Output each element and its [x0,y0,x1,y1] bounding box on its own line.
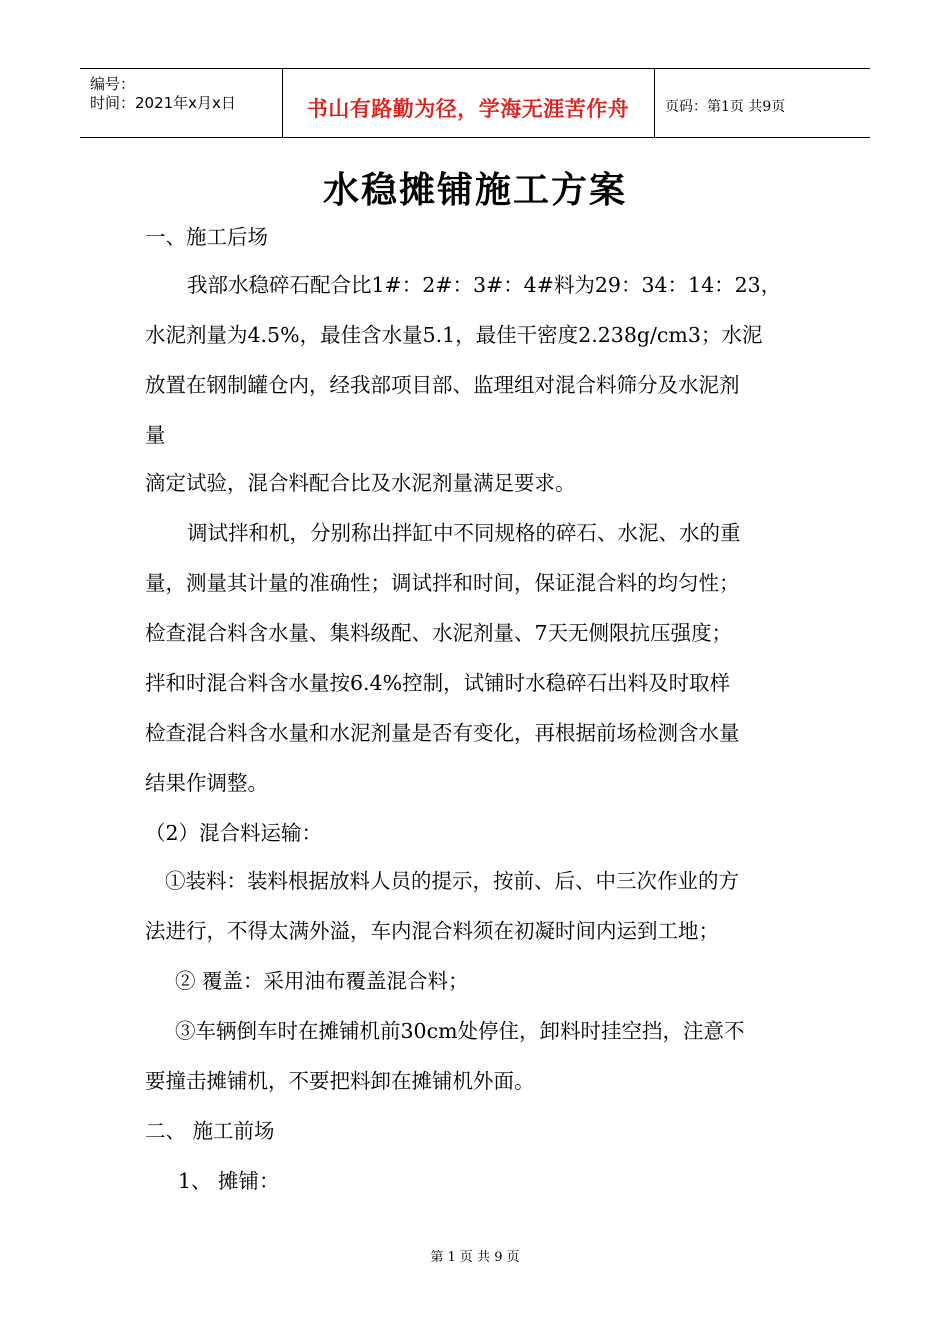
motto: 书山有路勤为径，学海无涯苦作舟 [306,97,630,121]
paragraph-line: 法进行，不得太满外溢，车内混合料须在初凝时间内运到工地； [145,919,719,943]
paragraph-line: 量，测量其计量的准确性；调试拌和时间，保证混合料的均匀性； [145,571,740,595]
paragraph-line: 拌和时混合料含水量按6.4%控制，试铺时水稳碎石出料及时取样 [145,671,731,695]
page-footer: 第 1 页 共 9 页 [430,1250,520,1265]
page-info: 页码：第1页 共9页 [665,99,786,115]
paragraph-line: 滴定试验，混合料配合比及水泥剂量满足要求。 [145,471,576,495]
paragraph-line: ③车辆倒车时在摊铺机前30cm处停住，卸料时挂空挡，注意不 [175,1019,745,1043]
paragraph-line: 水泥剂量为4.5%，最佳含水量5.1，最佳干密度2.238g/cm3；水泥 [145,323,763,347]
paragraph-line: 放置在钢制罐仓内，经我部项目部、监理组对混合料筛分及水泥剂 [145,373,740,397]
number-label: 编号： [90,75,136,93]
paragraph-line: 量 [145,423,166,447]
paragraph-line: ② 覆盖：采用油布覆盖混合料； [175,969,469,993]
header-page-cell [655,69,870,137]
header-left-cell [80,69,283,137]
section-heading: 一、施工后场 [145,225,268,249]
header-motto-cell [282,69,655,137]
subsection-heading: （2）混合料运输： [145,821,323,845]
document-header [80,68,870,138]
paragraph-line: 我部水稳碎石配合比1#：2#：3#：4#料为29：34：14：23， [187,273,782,297]
paragraph-line: 检查混合料含水量和水泥剂量是否有变化，再根据前场检测含水量 [145,721,740,745]
paragraph-line: 检查混合料含水量、集料级配、水泥剂量、7天无侧限抗压强度； [145,621,733,645]
paragraph-line: 调试拌和机，分别称出拌缸中不同规格的碎石、水泥、水的重 [187,521,741,545]
date-label: 时间：2021年x月x日 [90,94,236,112]
subsection-heading: 1、 摊铺： [178,1169,280,1193]
paragraph-line: 要撞击摊铺机，不要把料卸在摊铺机外面。 [145,1069,535,1093]
document-title: 水稳摊铺施工方案 [322,169,627,211]
paragraph-line: 结果作调整。 [145,771,268,795]
paragraph-line: ①装料：装料根据放料人员的提示，按前、后、中三次作业的方 [165,869,739,893]
section-heading: 二、 施工前场 [145,1119,275,1143]
